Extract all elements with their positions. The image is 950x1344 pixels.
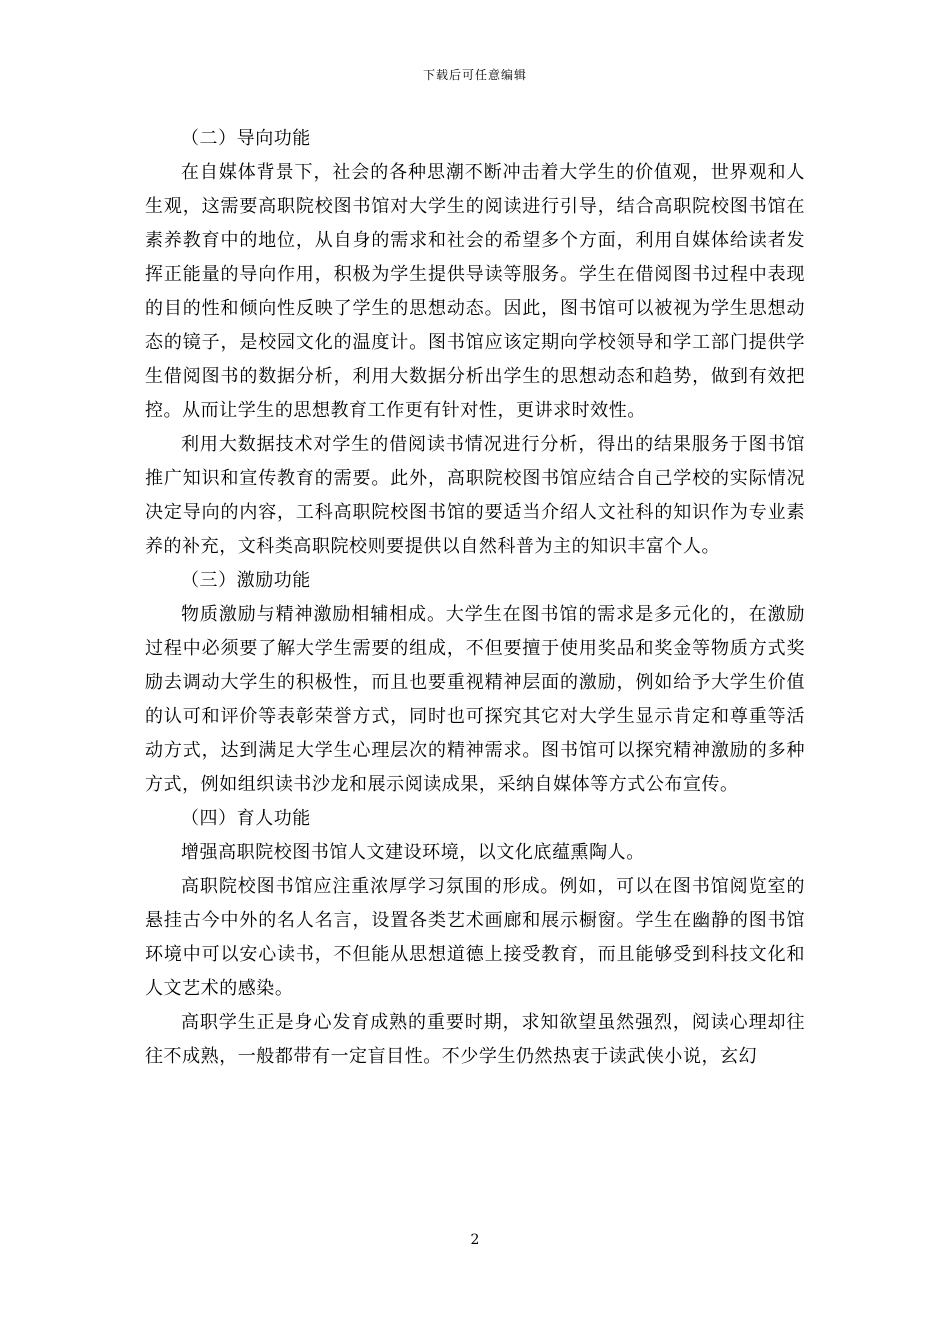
section-heading-incentive: （三）激励功能 bbox=[181, 570, 311, 591]
page-header-note: 下载后可任意编辑 bbox=[422, 68, 527, 82]
paragraph: 高职学生正是身心发育成熟的重要时期，求知欲望虽然强烈，阅读心理却往往不成熟，一般都带有一定盲目性。不少学生仍然热衷于读武侠小说，玄幻 bbox=[145, 1012, 805, 1067]
section-heading-guidance: （二）导向功能 bbox=[181, 128, 311, 149]
paragraph: 在自媒体背景下，社会的各种思潮不断冲击着大学生的价值观，世界观和人生观，这需要高职院校图书馆对大学生的阅读进行引导，结合高职院校图书馆在素养教育中的地位，从自身的需求和社会的希望多个方面，利用自媒体给读者发挥正能量的导向作用，积极为学生提供导读等服务。学生在借阅图书过程中表现的目的性和倾向性反映了学生的思想动态。因此，图书馆可以被视为学生思想动态的镜子，是校园文化的温度计。图书馆应该定期向学校领导和学工部门提供学生借阅图书的数据分析，利用大数据分析出学生的思想动态和趋势，做到有效把控。从而让学生的思想教育工作更有针对性，更讲求时效性。 bbox=[145, 162, 805, 421]
paragraph: 增强高职院校图书馆人文建设环境，以文化底蕴熏陶人。 bbox=[181, 842, 645, 863]
paragraph: 高职院校图书馆应注重浓厚学习氛围的形成。例如，可以在图书馆阅览室的悬挂古今中外的名人名言，设置各类艺术画廊和展示橱窗。学生在幽静的图书馆环境中可以安心读书，不但能从思想道德上接受教育，而且能够受到科技文化和人文艺术的感染。 bbox=[145, 876, 805, 999]
section-heading-education: （四）育人功能 bbox=[181, 808, 311, 829]
paragraph: 物质激励与精神激励相辅相成。大学生在图书馆的需求是多元化的，在激励过程中必须要了解大学生需要的组成，不但要擅于使用奖品和奖金等物质方式奖励去调动大学生的积极性，而且也要重视精神层面的激励，例如给予大学生价值的认可和评价等表彰荣誉方式，同时也可探究其它对大学生显示肯定和尊重等活动方式，达到满足大学生心理层次的精神需求。图书馆可以探究精神激励的多种方式，例如组织读书沙龙和展示阅读成果，采纳自媒体等方式公布宣传。 bbox=[145, 604, 805, 795]
paragraph: 利用大数据技术对学生的借阅读书情况进行分析，得出的结果服务于图书馆推广知识和宣传教育的需要。此外，高职院校图书馆应结合自己学校的实际情况决定导向的内容，工科高职院校图书馆的要适当介绍人文社科的知识作为专业素养的补充，文科类高职院校则要提供以自然科普为主的知识丰富个人。 bbox=[145, 434, 805, 557]
page-number: 2 bbox=[470, 1232, 480, 1248]
document-body bbox=[145, 122, 805, 1074]
